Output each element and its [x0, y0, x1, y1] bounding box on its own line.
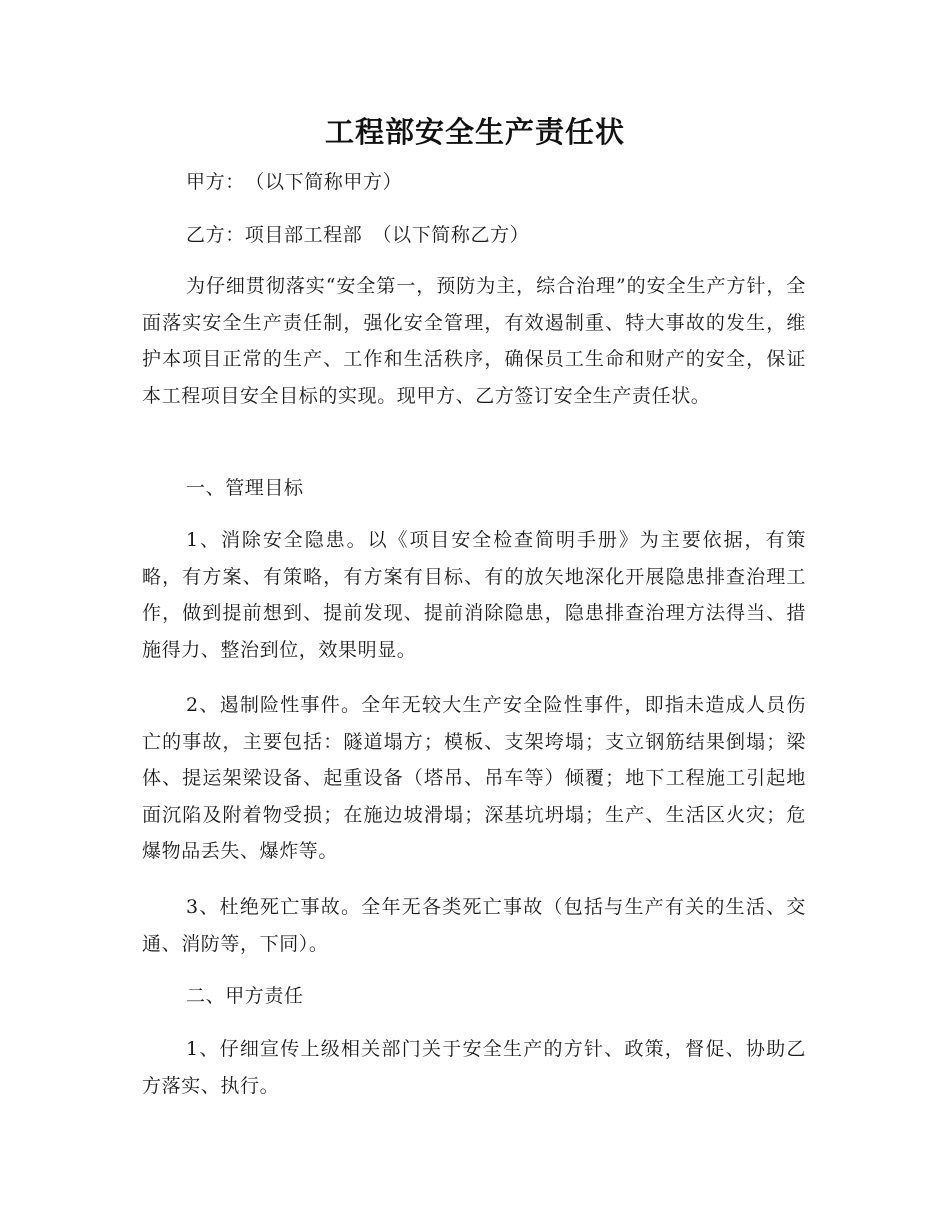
- duty-1-paragraph: 1、仔细宣传上级相关部门关于安全生产的方针、政策，督促、协助乙方落实、执行。: [142, 1038, 806, 1097]
- goal-2-paragraph: 2、遏制险性事件。全年无较大生产安全险性事件，即指未造成人员伤亡的事故，主要包括：隧道塌方；模板、支架垮塌；支立钢筋结果倒塌；梁体、提运架梁设备、起重设备（塔吊、吊车等）倾覆；地下工程施工引起地面沉陷及附着物受损；在施边坡滑塌；深基坑坍塌；生产、生活区火灾；危爆物品丢失、爆炸等。: [142, 694, 806, 863]
- goal-1-paragraph: 1、消除安全隐患。以《项目安全检查简明手册》为主要依据，有策略，有方案、有策略，有方案有目标、有的放矢地深化开展隐患排查治理工作，做到提前想到、提前发现、提前消除隐患，隐患排查治理方法得当、措施得力、整治到位，效果明显。: [142, 529, 806, 661]
- section-heading-party-a-duties: 二、甲方责任: [186, 985, 304, 1007]
- party-b-line: 乙方：项目部工程部 （以下简称乙方）: [186, 224, 530, 246]
- party-a-line: 甲方： （以下简称甲方）: [186, 171, 403, 193]
- goal-3-paragraph: 3、杜绝死亡事故。全年无各类死亡事故（包括与生产有关的生活、交通、消防等，下同）。: [142, 896, 806, 955]
- intro-paragraph: 为仔细贯彻落实“安全第一，预防为主，综合治理”的安全生产方针，全面落实安全生产责任制，强化安全管理，有效遏制重、特大事故的发生，维护本项目正常的生产、工作和生活秩序，确保员工生命和财产的安全，保证本工程项目安全目标的实现。现甲方、乙方签订安全生产责任状。: [142, 275, 806, 407]
- section-heading-management-goals: 一、管理目标: [186, 477, 304, 499]
- document-title: 工程部安全生产责任状: [324, 115, 625, 149]
